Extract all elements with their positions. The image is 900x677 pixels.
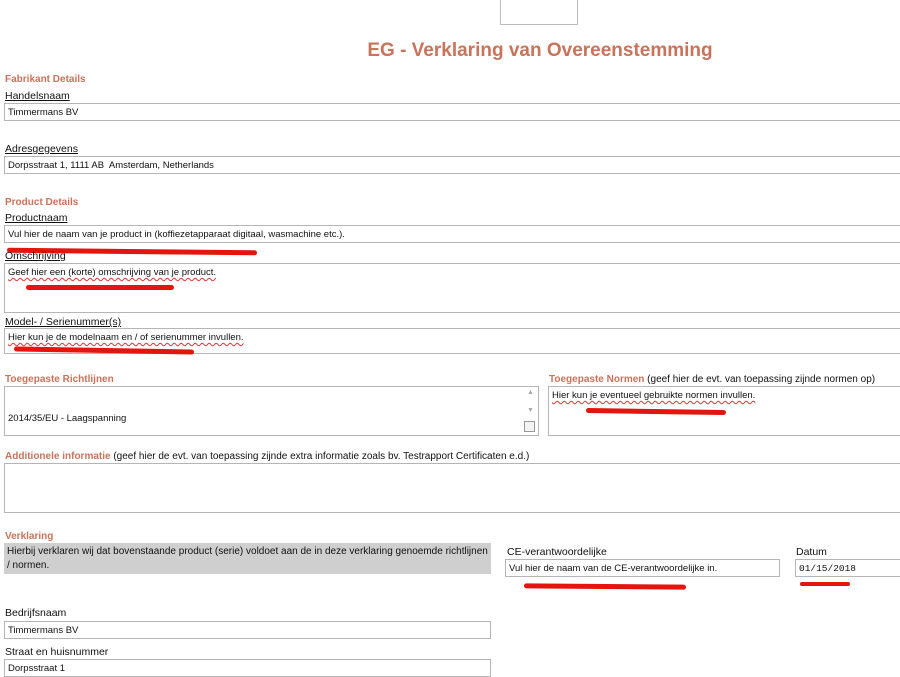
- additionele-field[interactable]: [4, 463, 900, 513]
- verklaring-text: Hierbij verklaren wij dat bovenstaande product (serie) voldoet aan de in deze verklaring genoemde richtlijnen / normen.: [4, 543, 491, 574]
- red-annotation-stroke: [26, 285, 174, 290]
- model-field[interactable]: Hier kun je de modelnaam en / of serienummer invullen.: [4, 328, 900, 354]
- normen-field[interactable]: Hier kun je eventueel gebruikte normen invullen.: [548, 386, 900, 436]
- additionele-note: (geef hier de evt. van toepassing zijnde extra informatie zoals bv. Testrapport Certificaten e.d.): [113, 451, 530, 462]
- normen-note: (geef hier de evt. van toepassing zijnde normen op): [647, 374, 876, 385]
- datum-field[interactable]: 01/15/2018: [795, 559, 900, 577]
- straat-label: Straat en huisnummer: [5, 646, 109, 658]
- additionele-header: [5, 451, 529, 462]
- richtlijnen-listbox[interactable]: [4, 386, 539, 436]
- bedrijfsnaam-label: Bedrijfsnaam: [5, 607, 67, 619]
- normen-label: Toegepaste Normen: [549, 374, 645, 385]
- bedrijfsnaam-field[interactable]: Timmermans BV: [4, 621, 491, 639]
- model-label: Model- / Serienummer(s): [5, 316, 122, 328]
- page-title: EG - Verklaring van Overeenstemming: [367, 40, 713, 61]
- handelsnaam-label: Handelsnaam: [5, 90, 70, 102]
- handelsnaam-field[interactable]: Timmermans BV: [4, 103, 900, 121]
- datum-label: Datum: [796, 546, 827, 558]
- adres-field[interactable]: Dorpsstraat 1, 1111 AB Amsterdam, Netherlands: [4, 156, 900, 174]
- productnaam-field[interactable]: Vul hier de naam van je product in (koffiezetapparaat digitaal, wasmachine etc.).: [4, 225, 900, 243]
- ce-label: CE-verantwoordelijke: [507, 546, 607, 558]
- scroll-down-icon[interactable]: ▼: [527, 407, 534, 414]
- omschrijving-label: Omschrijving: [5, 250, 66, 262]
- scroll-up-icon[interactable]: ▲: [527, 389, 534, 396]
- richtlijn-item[interactable]: 2014/35/EU - Laagspanning: [8, 413, 127, 424]
- additionele-label: Additionele informatie: [5, 451, 111, 462]
- red-annotation-stroke: [800, 582, 850, 586]
- section-fabrikant: Fabrikant Details: [5, 74, 86, 85]
- normen-header: [549, 374, 875, 385]
- productnaam-label: Productnaam: [5, 212, 68, 224]
- richtlijnen-label: Toegepaste Richtlijnen: [5, 374, 114, 385]
- adres-label: Adresgegevens: [5, 143, 78, 155]
- straat-field[interactable]: Dorpsstraat 1: [4, 659, 491, 677]
- omschrijving-field[interactable]: Geef hier een (korte) omschrijving van je product.: [4, 263, 900, 313]
- section-verklaring: Verklaring: [5, 531, 54, 542]
- section-product: Product Details: [5, 197, 79, 208]
- red-annotation-stroke: [524, 583, 686, 589]
- resize-handle-icon[interactable]: [524, 421, 535, 432]
- toolbar-box: [500, 0, 578, 25]
- ce-field[interactable]: Vul hier de naam van de CE-verantwoordelijke in.: [505, 559, 780, 577]
